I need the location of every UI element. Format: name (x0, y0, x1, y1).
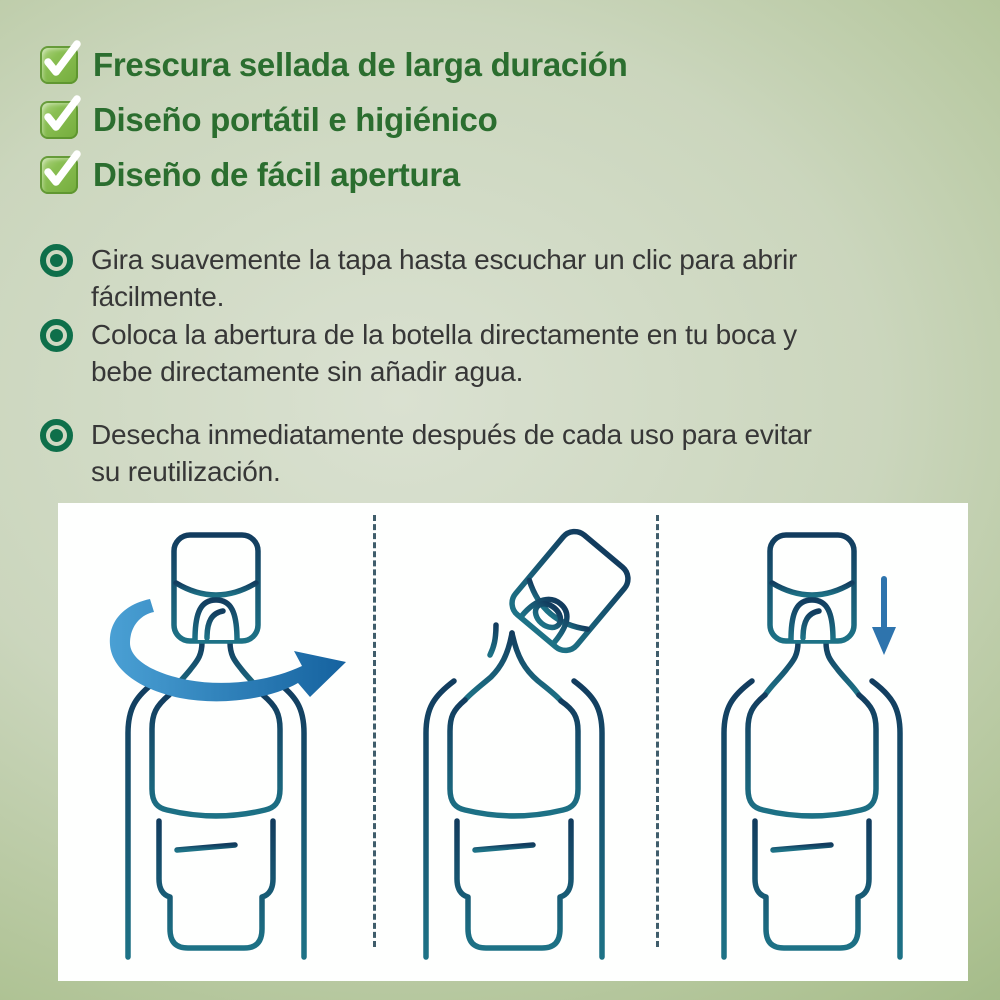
instruction-item (40, 241, 812, 315)
feature-item (40, 46, 628, 84)
instruction-line: Gira suavemente la tapa hasta escuchar un clic para abrir (91, 244, 798, 275)
feature-label: Diseño de fácil apertura (93, 156, 460, 193)
instruction-line: Desecha inmediatamente después de cada uso para evitar (91, 419, 812, 450)
target-bullet-icon (40, 244, 73, 277)
instruction-item (40, 416, 812, 490)
feature-label: Diseño portátil e higiénico (93, 101, 498, 138)
instruction-list (40, 241, 812, 491)
check-icon (40, 156, 78, 194)
instruction-line: fácilmente. (91, 281, 225, 312)
feature-item (40, 156, 628, 194)
instruction-item (40, 316, 812, 390)
feature-item (40, 101, 628, 139)
instruction-text (91, 241, 797, 315)
instruction-line: su reutilización. (91, 456, 281, 487)
feature-checklist (40, 46, 628, 211)
diagram-panel (58, 503, 968, 981)
check-icon (40, 46, 78, 84)
instruction-line: bebe directamente sin añadir agua. (91, 356, 524, 387)
instruction-text (91, 316, 797, 390)
bottle-cap-removed-tilted-icon (364, 509, 664, 969)
down-arrow-icon (872, 579, 896, 655)
check-icon (40, 101, 78, 139)
bottle-cap-press-down-arrow-icon (662, 509, 962, 969)
feature-label: Frescura sellada de larga duración (93, 46, 628, 83)
instruction-line: Coloca la abertura de la botella directamente en tu boca y (91, 319, 797, 350)
target-bullet-icon (40, 319, 73, 352)
target-bullet-icon (40, 419, 73, 452)
instruction-text (91, 416, 812, 490)
bottle-twist-cap-rotation-arrow-icon (66, 509, 366, 969)
